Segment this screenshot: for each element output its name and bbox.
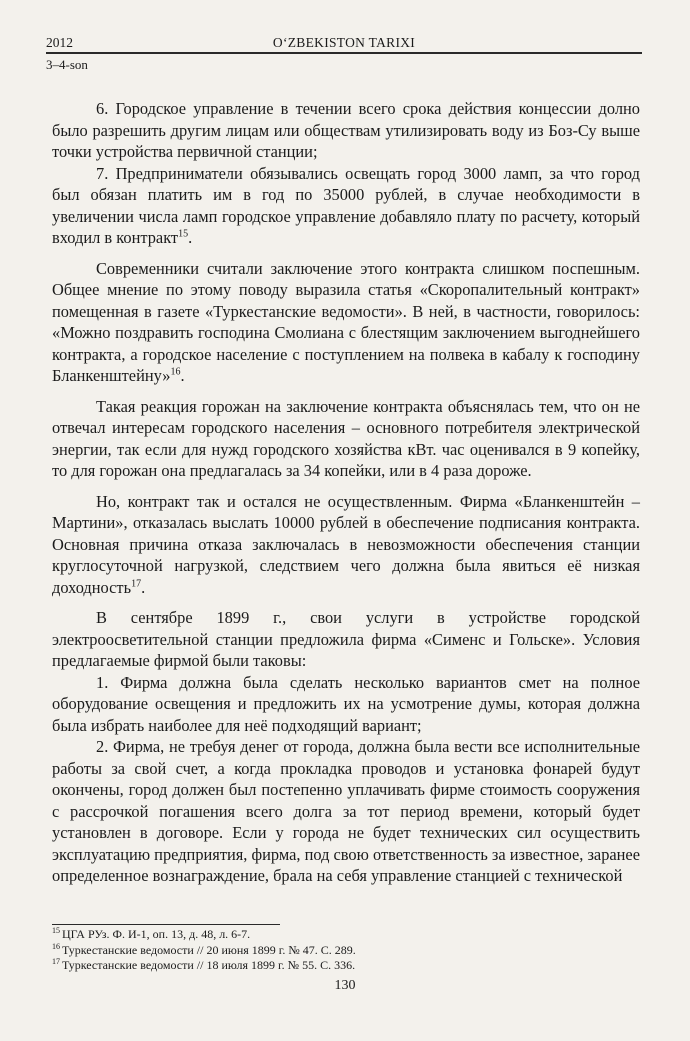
footnote-rule (52, 924, 280, 925)
footnote-ref: 15 (178, 228, 189, 240)
paragraph: 1. Фирма должна была сделать несколько вариантов смет на полное оборудование освещения и предложить их на усмотрение думы, которая должна была избрать наиболее для неё подходящий вариант; (52, 672, 640, 735)
header-rule (46, 52, 642, 54)
footnote-ref: 17 (131, 578, 142, 590)
header-journal-title: O‘ZBEKISTON TARIXI (272, 35, 416, 50)
footnote: $^{16}$ Туркестанские ведомости // 20 июня 1899 г. № 47. С. 289. (52, 941, 356, 957)
body-text (52, 98, 640, 887)
page-number: 130 (334, 978, 356, 993)
paragraph: Современники считали заключение этого контракта слишком поспешным. Общее мнение по этому поводу выразила статья «Скоропалительный контракт» помещенная в газете «Туркестанские ведомости». В ней, в частности, говорилось: «Можно поздравить господина Смолиана с блестящим заключением выгоднейшего контракта, а городское население с поступлением на полвека в кабалу к господину Бланкенштейну»$^{16}$. (52, 258, 640, 385)
paragraph: 2. Фирма, не требуя денег от города, должна была вести все исполнительные работы за свой счет, а когда прокладка проводов и установка фонарей будут окончены, город должен был постепенно уплачивать фирме стоимость сооружения с рассрочкой погашения всего долга за тот период времени, который будет установлен в договоре. Если у города не будет технических сил осуществить эксплуатацию предприятия, фирма, под свою ответственность за известное, заранее определенное вознаграждение, брала на себя управление станцией с технической (52, 737, 640, 885)
paragraph: 6. Городское управление в течении всего срока действия концессии долно было разрешить другим лицам или обществам утилизировать воду из Боз-Су выше точки устройства первичной станции; (52, 99, 640, 161)
paragraph: 7. Предприниматели обязывались освещать город 3000 ламп, за что город был обязан платить им в год по 35000 рублей, в случае необходимости в увеличении числа ламп городское управление добавляло плату по расчету, который входил в контракт$^{15}$. (52, 163, 640, 247)
paragraph: В сентябре 1899 г., свои услуги в устройстве городской электроосветительной станции предложила фирма «Сименс и Гольске». Условия предлагаемые фирмой были таковы: (52, 608, 640, 670)
footnote: $^{15}$ ЦГА РУз. Ф. И-1, оп. 13, д. 48, л. 6-7. (52, 926, 251, 941)
footnotes (52, 927, 640, 974)
footnote-ref: 16 (170, 366, 181, 378)
paragraph: Такая реакция горожан на заключение контракта объяснялась тем, что он не отвечал интересам городского населения – основного потребителя электрической энергии, так если для нужд городского хозяйства кВт. час оценивался в 9 копейку, то для горожан она предлагалась за 34 копейки, или в 4 раза дороже. (52, 396, 640, 480)
header-year: 2012 (46, 35, 73, 50)
header-issue: 3–4-son (46, 57, 88, 72)
paragraph: Но, контракт так и остался не осуществленным. Фирма «Бланкенштейн – Мартини», отказалась выслать 10000 рублей в обеспечение подписания контракта. Основная причина отказа заключалась в невозможности обеспечения станции круглосуточной нагрузкой, следствием чего должна была явиться её низкая доходность$^{17}$. (52, 491, 640, 597)
footnote: $^{17}$ Туркестанские ведомости // 18 июля 1899 г. № 55. С. 336. (52, 957, 356, 972)
